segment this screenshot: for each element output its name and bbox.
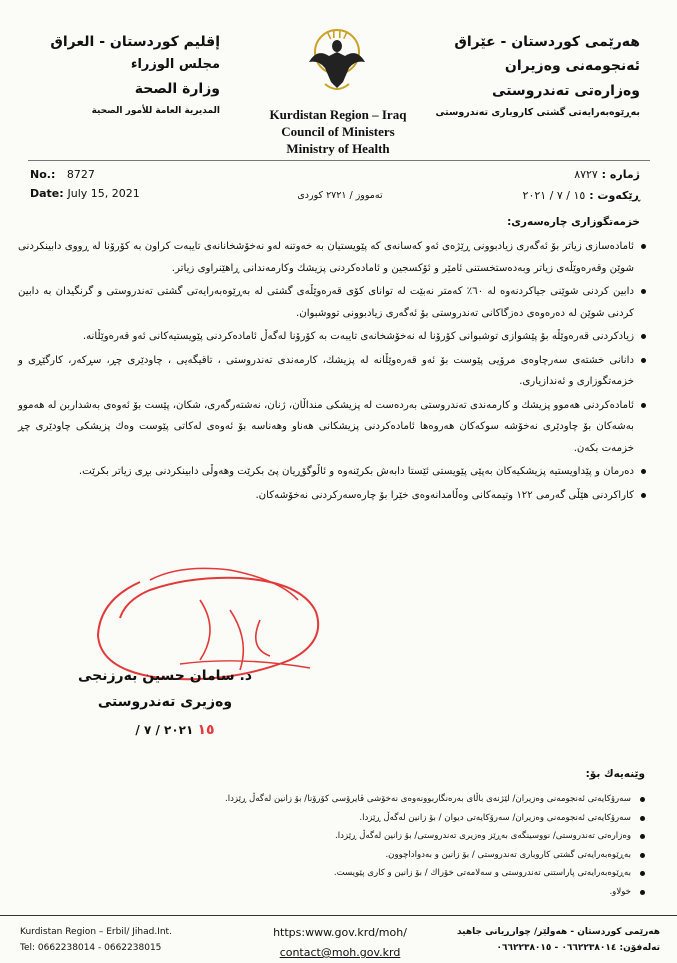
kurdish-reference-number [480, 168, 640, 181]
footer-left [20, 924, 172, 956]
signature-date [110, 722, 240, 738]
header-right-kurdish [410, 30, 640, 122]
english-region: Kurdistan Region – Iraq [269, 107, 407, 122]
signature-date-day: ١٥ [197, 722, 215, 738]
list-item: دابین كردنی شوێنی جیاكردنەوە لە ٦٠٪ كەمتر نەبێت لە توانای كۆی قەرەوێڵەی گشتی لە بەڕێوەبەرایەتی گشتی تەندروستی و گرنگیدان بە دابین كردنی شوێن لە دەرەوەی دەزگاكانی تەندروستی بۆ ئەگەری زیادبوونی تووشبوان. [18, 281, 646, 324]
treatment-services-list [18, 236, 646, 508]
list-item: دەرمان و پێداویستیە پزیشكیەكان بەپێی پێویستی ئێستا دابەش بكرێنەوە و ئاڵوگۆڕیان پێ بكرێت وهەوڵی دابینكردنی بڕی زیاتر بكرێت. [18, 461, 646, 483]
ku-no-value: ٨٧٢٧ [574, 168, 598, 181]
arabic-region: إقليم كوردستان - العراق [50, 34, 220, 50]
ku-no-label: ژمارە : [601, 168, 640, 181]
minister-title: وەزیری تەندروستی [97, 694, 233, 710]
list-item: زیادكردنی قەرەوێڵە بۆ پێشوازی توشبوانی كۆرۆنا لە نەخۆشخانەی تایبەت بە كۆرۆنا لەگەڵ ئامادەكردنی پێویستیەكانی ئەو قەرەوێڵانە. [18, 326, 646, 348]
kurdish-region: هەرێمی كوردستان - عێراق [454, 34, 640, 50]
english-ministry: Ministry of Health [286, 141, 390, 156]
list-item: خولاو. [140, 883, 645, 902]
footer-address-ku: هەرێمی كوردستان - هەولێر/ چوارڕیانی جاهید [456, 927, 660, 937]
date-value: July 15, 2021 [67, 187, 140, 200]
no-label: No.: [30, 168, 56, 181]
list-item: ئامادەسازی زیاتر بۆ ئەگەری زیادبوونی ڕێژەی ئەو كەسانەی كە پێویستیان بە خەوتنە لەو نەخۆشخانانەی تایبەت كراون بە كۆرۆنا لە ڕووی دابینكردنی شوێن وقەرەوێڵەی زیاتر وبەدەستخستنی ئامێر و ئۆكسجین و ئامادەكردنی پزیشك وكارمەندانی ڕاهێنراوی زیاتر. [18, 236, 646, 279]
cc-list [140, 790, 645, 902]
list-item: دانانی خشتەی سەرچاوەی مرۆیی پێوست بۆ ئەو قەرەوێڵانە لە پزیشك، كارمەندی تەندروستی ، تاقیگەیی ، چاودێری چڕ، سڕكەر، كارگێڕی و خزمەتگوزاری و ئەندازیاری. [18, 350, 646, 393]
footer-phone-ku: تەلەفۆن: ٠٦٦٢٢٣٨٠١٤ - ٠٦٦٢٢٣٨٠١٥ [496, 943, 660, 953]
website-link[interactable]: https:www.gov.krd/moh/ [273, 926, 407, 939]
document-date [30, 187, 140, 200]
kurdish-directorate: بەڕێوەبەرایەتی گشتی كاروباری تەندروستی [435, 107, 640, 118]
no-value: 8727 [66, 168, 95, 181]
list-item: بەڕێوەبەرایەتی گشتی كاروباری تەندروستی / بۆ زانین و بەدواداچوون. [140, 846, 645, 865]
list-item: وەزارەتی تەندروستی/ نووسینگەی بەڕێز وەزیری تەندروستی/ بۆ زانین لەگەڵ ڕێزدا. [140, 827, 645, 846]
footer-right [440, 924, 660, 956]
footer-center [250, 923, 430, 963]
arabic-directorate: المديرية العامة للأمور الصحية [91, 106, 220, 116]
header-center-english [250, 106, 426, 157]
footer-address-en: Kurdistan Region – Erbil/ Jihad.Int. [20, 927, 172, 937]
footer-phone-en: Tel: 0662238014 - 0662238015 [20, 943, 162, 953]
list-item: بەڕێوەبەرایەتی پاراستنی تەندروستی و سەلامەتی خۆراك / بۆ زانین و كاری پێویست. [140, 864, 645, 883]
list-item: كاراكردنی هێڵی گەرمی ١٢٢ وتیمەكانی وەڵامدانەوەی خێرا بۆ چارەسەركردنی نەخۆشەكان. [18, 485, 646, 507]
kurdish-ministry: وەزارەتی تەندروستی [492, 83, 640, 99]
cc-heading: وێنەیەك بۆ: [585, 768, 645, 780]
list-item: سەرۆكایەتی ئەنجومەنی وەزیران/ لێژنەی باڵای بەرەنگاربوونەوەی نەخۆشی ڤایرۆسی كۆرۆنا/ بۆ زانین لەگەڵ ڕێزدا. [140, 790, 645, 809]
ku-date-value: ١٥ / ٧ / ٢٠٢١ [522, 189, 586, 202]
date-label: Date: [30, 187, 64, 200]
list-item: ئامادەكردنی هەموو پزیشك و كارمەندی تەندروستی بەردەست لە پزیشكی منداڵان، ژنان، نەشتەرگەری، شكان، پێست بۆ ئەوەی بەشداربن لە هەموو بەشەكان بۆ چاودێری نەخۆشە سوكەكان هەروەها ئامادەكردنی پزیشكانی هەناو وهەناسە بۆ ئەوەی لەكاتی پێوست وەك پزیشكی چاودێری چڕ خزمەت بكەن. [18, 395, 646, 460]
page-footer [0, 915, 677, 961]
header-divider [28, 160, 650, 161]
minister-name: د. سامان حسین بەرزنجی [77, 668, 253, 684]
ku-date-label: ڕێكەوت : [589, 189, 640, 202]
english-council: Council of Ministers [281, 124, 395, 139]
signature-date-prefix: ٢٠٢١ / ٧ / [135, 723, 194, 737]
arabic-ministry: وزارة الصحة [134, 81, 220, 97]
list-item: سەرۆكایەتی ئەنجومەنی وەزیران/ سەرۆكایەتی دیوان / بۆ زانین لەگەڵ ڕێزدا. [140, 809, 645, 828]
section-heading: خزمەتگوزاری چارەسەری: [507, 216, 640, 228]
reference-number [30, 168, 95, 181]
eagle-emblem-icon [303, 22, 371, 102]
kurdistan-seal [303, 22, 371, 102]
email-link[interactable]: contact@moh.gov.krd [279, 946, 401, 959]
kurdish-calendar-date: تەمووز / ٢٧٢١ كوردی [297, 190, 383, 201]
kurdish-council: ئەنجومەنی وەزیران [504, 58, 640, 74]
header-left-arabic [50, 30, 220, 120]
kurdish-document-date [480, 189, 640, 202]
arabic-council: مجلس الوزراء [130, 57, 220, 72]
